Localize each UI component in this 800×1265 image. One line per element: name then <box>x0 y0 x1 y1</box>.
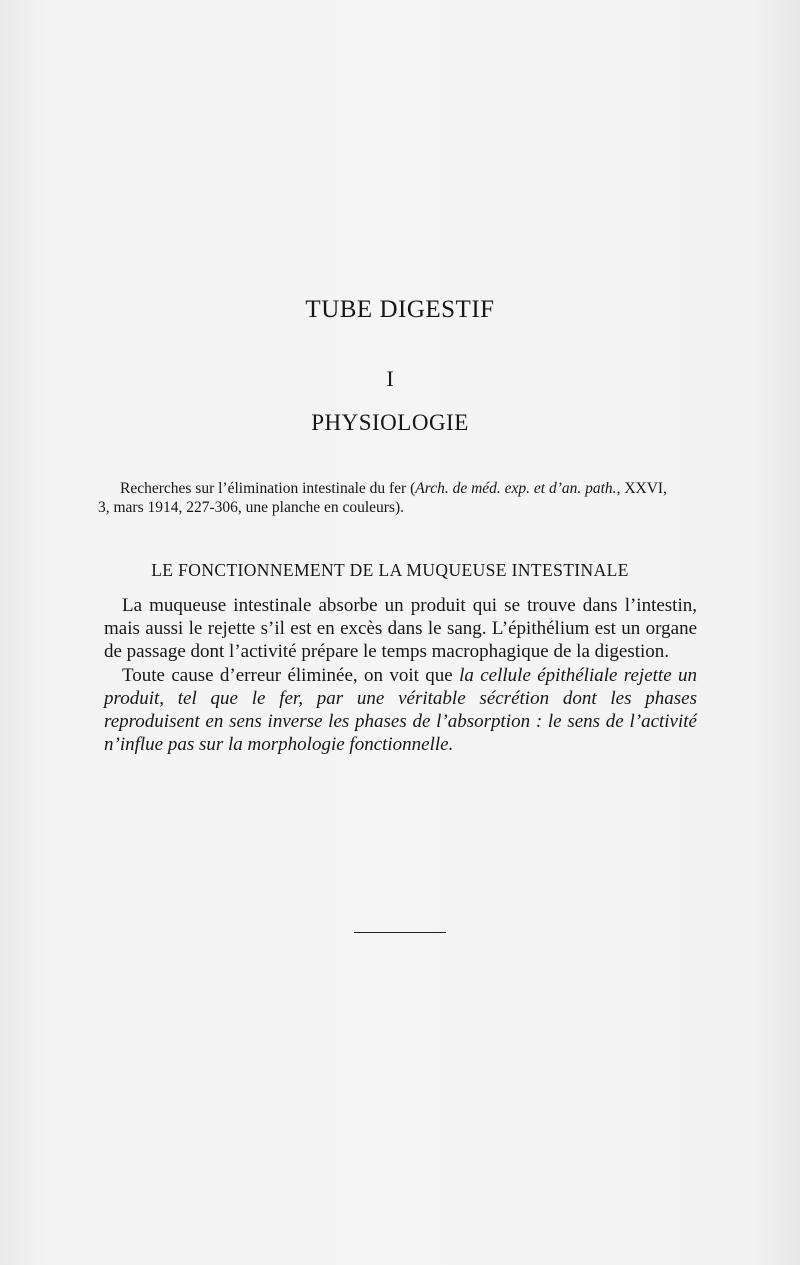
article-body <box>104 594 697 756</box>
paragraph-2 <box>104 664 697 756</box>
reference-tail: , XXVI, <box>616 480 667 497</box>
reference-continuation: 3, mars 1914, 227-306, une planche en couleurs). <box>98 499 405 516</box>
closing-rule <box>354 932 446 933</box>
part-number: I <box>386 366 394 391</box>
paragraph-2-emphasis: la cellule épithéliale rejette un produit, tel que le fer, par une véritable sécrétion dont les phases reproduisent en sens inverse les phases de l’absorption : le sens de l’activité n’influe pas sur la morphologie fonctionnelle. <box>104 665 697 755</box>
reference-lead: Recherches sur l’élimination intestinale du fer ( <box>120 480 416 497</box>
section-title: PHYSIOLOGIE <box>311 410 469 435</box>
part-title: TUBE DIGESTIF <box>305 296 495 323</box>
paragraph-1: La muqueuse intestinale absorbe un produit qui se trouve dans l’intestin, mais aussi le rejette s’il est en excès dans le sang. L’épithélium est un organe de passage dont l’activité prépare le temps macrophagique de la digestion. <box>104 595 697 662</box>
bibliographic-reference <box>98 479 685 517</box>
paragraph-2-lead: Toute cause d’erreur éliminée, on voit que <box>122 665 460 686</box>
article-heading: LE FONCTIONNEMENT DE LA MUQUEUSE INTESTINALE <box>151 560 629 580</box>
reference-journal: Arch. de méd. exp. et d’an. path. <box>415 480 617 497</box>
